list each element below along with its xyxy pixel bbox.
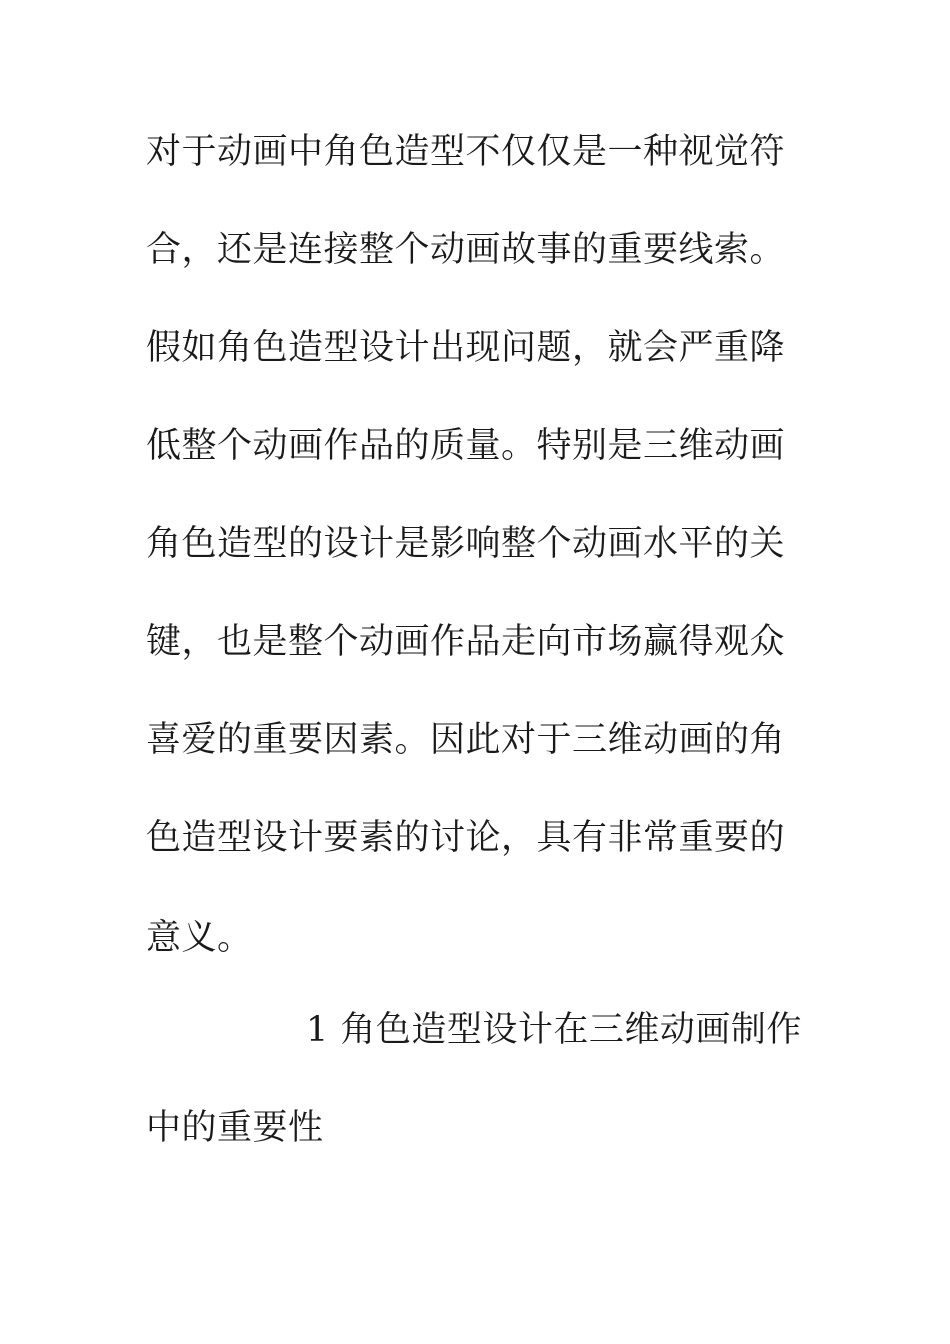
heading-line: 中的重要性 [146, 1108, 324, 1148]
paragraph-line: 合，还是连接整个动画故事的重要线索。 [146, 230, 786, 270]
paragraph-line: 键，也是整个动画作品走向市场赢得观众 [146, 622, 786, 662]
paragraph-line: 喜爱的重要因素。因此对于三维动画的角 [146, 720, 786, 760]
paragraph-line: 角色造型的设计是影响整个动画水平的关 [146, 524, 786, 564]
paragraph-line: 对于动画中角色造型不仅仅是一种视觉符 [146, 132, 786, 172]
paragraph-line: 意义。 [146, 918, 253, 958]
heading-line: 1 角色造型设计在三维动画制作 [306, 1010, 802, 1050]
paragraph-line: 假如角色造型设计出现问题，就会严重降 [146, 328, 786, 368]
paragraph-line: 色造型设计要素的讨论，具有非常重要的 [146, 818, 786, 858]
paragraph-line: 低整个动画作品的质量。特别是三维动画 [146, 426, 786, 466]
